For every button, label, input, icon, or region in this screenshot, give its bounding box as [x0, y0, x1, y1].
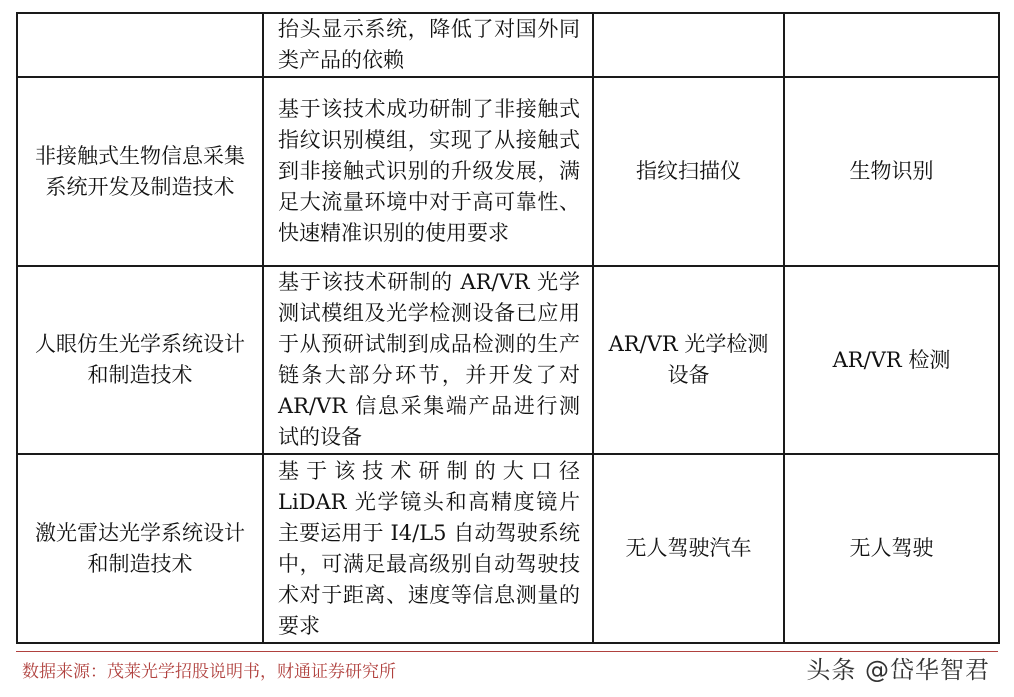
product-text: AR/VR 光学检测设备: [608, 332, 769, 387]
tech-cell: [17, 454, 263, 643]
data-source-note: 数据来源：茂莱光学招股说明书，财通证券研究所: [22, 662, 396, 682]
desc-cell: [263, 77, 593, 266]
product-cell: [593, 77, 784, 266]
table-row: [17, 77, 999, 266]
tech-cell: [17, 266, 263, 454]
field-text: 无人驾驶: [849, 536, 934, 560]
table-row: [17, 454, 999, 643]
field-text: AR/VR 检测: [832, 347, 951, 372]
technology-table: [16, 12, 1000, 644]
tech-text: 非接触式生物信息采集系统开发及制造技术: [35, 143, 245, 199]
tech-text: 激光雷达光学系统设计和制造技术: [35, 520, 245, 576]
desc-text: 抬头显示系统，降低了对国外同类产品的依赖: [278, 17, 580, 72]
product-text: 无人驾驶汽车: [625, 536, 752, 560]
desc-text: 基于该技术研制的大口径 LiDAR 光学镜头和高精度镜片主要运用于 I4/L5 自动驾驶系统中，可满足最高级别自动驾驶技术对于距离、速度等信息测量的要求: [278, 458, 580, 638]
watermark: 头条 @岱华智君: [806, 656, 990, 684]
tech-cell: [17, 13, 263, 77]
field-cell: [784, 266, 999, 454]
desc-text: 基于该技术成功研制了非接触式指纹识别模组，实现了从接触式到非接触式识别的升级发展，满足大流量环境中对于高可靠性、快速精准识别的使用要求: [278, 97, 580, 245]
desc-cell: [263, 266, 593, 454]
desc-cell: [263, 13, 593, 77]
product-cell: [593, 13, 784, 77]
tech-text: 人眼仿生光学系统设计和制造技术: [35, 332, 245, 387]
field-cell: [784, 13, 999, 77]
product-cell: [593, 266, 784, 454]
field-cell: [784, 454, 999, 643]
field-text: 生物识别: [849, 159, 934, 183]
desc-cell: [263, 454, 593, 643]
table-row: [17, 13, 999, 77]
product-cell: [593, 454, 784, 643]
table-row: [17, 266, 999, 454]
field-cell: [784, 77, 999, 266]
desc-text: 基于该技术研制的 AR/VR 光学测试模组及光学检测设备已应用于从预研试制到成品检测的生产链条大部分环节，并开发了对 AR/VR 信息采集端产品进行测试的设备: [278, 270, 580, 449]
tech-cell: [17, 77, 263, 266]
product-text: 指纹扫描仪: [636, 159, 741, 183]
